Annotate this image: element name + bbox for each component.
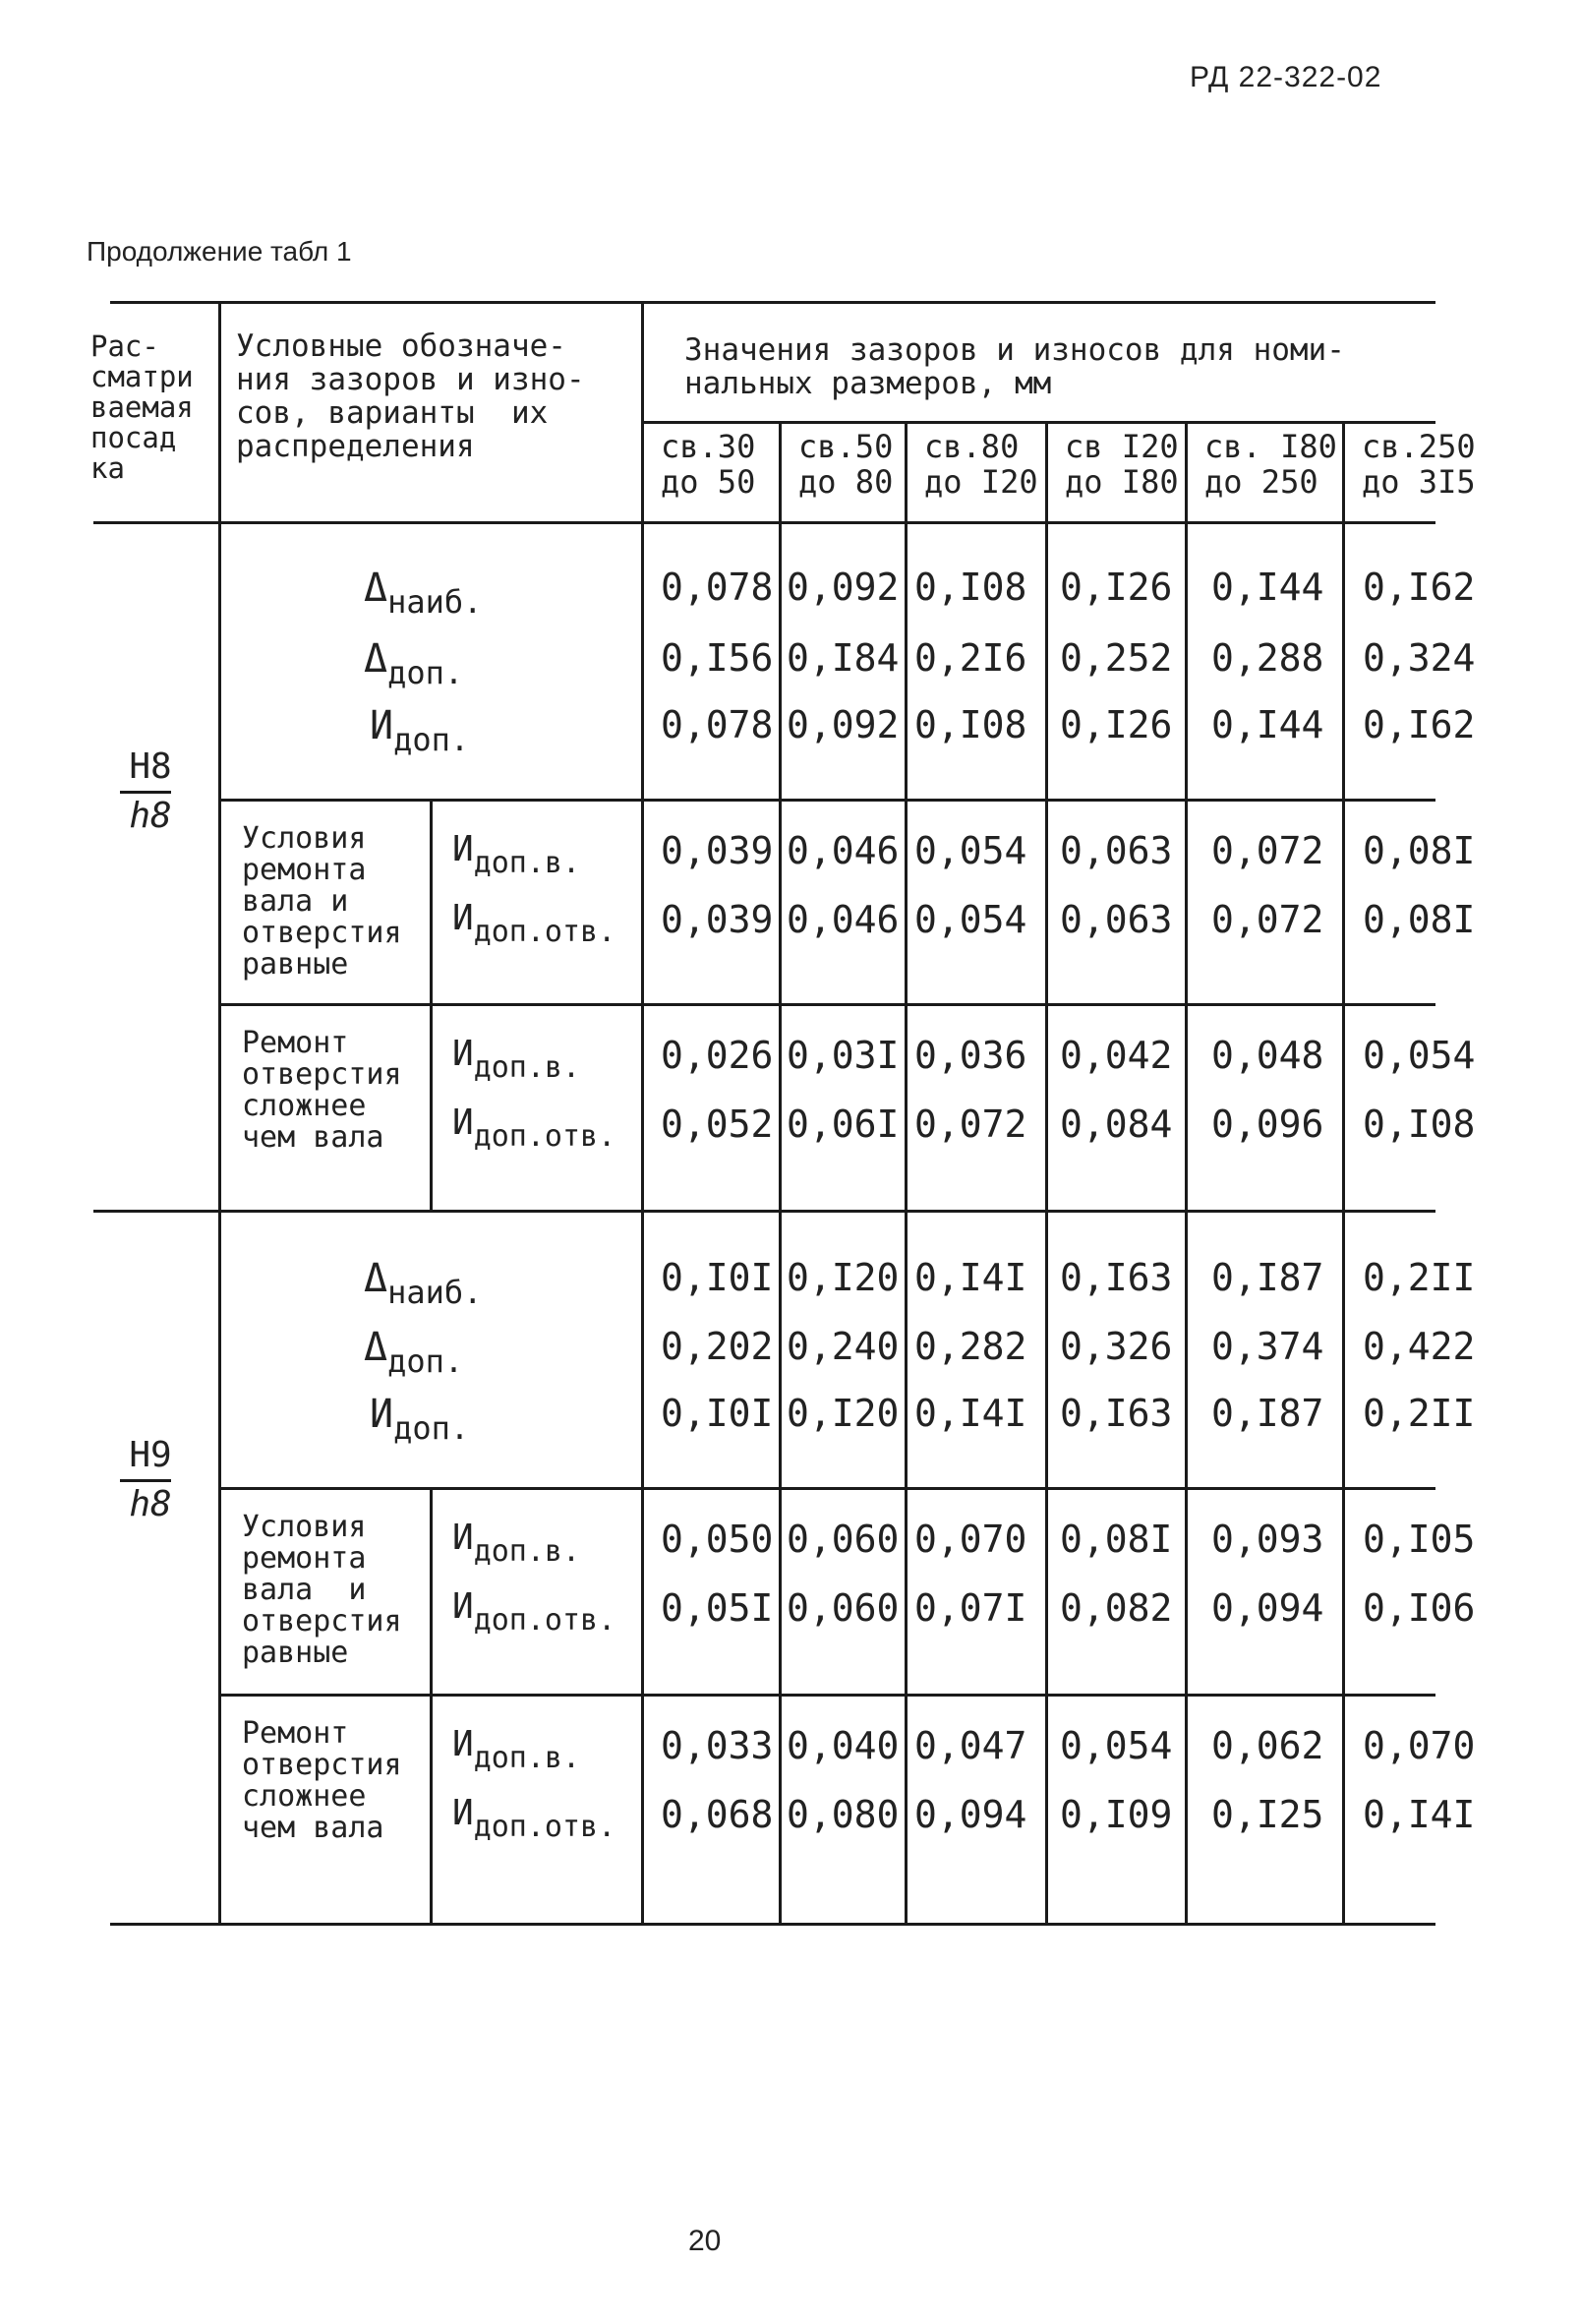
group-label-line: чем вала [242,1120,384,1155]
group-label-line: отверстия [242,1604,402,1639]
wear-symbol: $И_{доп.}$ [370,703,470,758]
wear-symbol: $И_{доп.в.}$ [452,829,581,880]
symbol-subscript: доп.в. [473,1050,581,1085]
table-cell-value: 0,07I [914,1586,1027,1630]
table-cell-value: 0,I4I [914,1392,1027,1435]
size-range-header: до I20 [924,463,1038,501]
symbol-subscript: доп. [393,721,470,758]
table-cell-value: 0,I4I [914,1256,1027,1299]
table-cell-value: 0,324 [1363,636,1476,680]
group-separator [218,799,1435,802]
group-label-line: равные [242,1636,349,1670]
table-cell-value: 0,I62 [1363,703,1476,746]
symbol-subscript: доп.отв. [473,915,616,949]
table-cell-value: 0,I87 [1211,1256,1324,1299]
table-cell-value: 0,036 [914,1034,1027,1077]
table-cell-value: 0,070 [1363,1724,1476,1767]
wear-symbol: $И_{доп.}$ [370,1392,470,1447]
table-cell-value: 0,I20 [787,1392,900,1435]
table-cell-value: 0,I20 [787,1256,900,1299]
symbol-subscript: доп. [387,654,464,691]
fit-fraction-bar [120,1479,171,1482]
symbol-subscript: наиб. [387,1274,483,1311]
table-cell-value: 0,048 [1211,1034,1324,1077]
table-cell-value: 0,092 [787,703,900,746]
delta-symbol: $\Delta_{наиб.}$ [364,1256,483,1311]
table-cell-value: 0,054 [914,898,1027,941]
table-cell-value: 0,084 [1060,1102,1173,1146]
table-cell-value: 0,078 [661,566,774,609]
table-cell-value: 0,040 [787,1724,900,1767]
header-values-label-line: Значения зазоров и износов для номи- [684,332,1345,368]
wear-symbol: $И_{доп.в.}$ [452,1034,581,1085]
size-range-header: св. I80 [1204,428,1337,465]
size-range-header: до 50 [661,463,756,501]
table-cell-value: 0,I44 [1211,566,1324,609]
symbol-subscript: доп. [393,1409,470,1447]
delta-symbol: $\Delta_{доп.}$ [364,636,464,691]
symbol-subscript: доп.отв. [473,1810,616,1844]
table-bottom-rule [110,1923,1435,1926]
size-range-header: до I80 [1065,463,1179,501]
table-cell-value: 0,060 [787,1518,900,1561]
size-range-header: до 250 [1204,463,1318,501]
header-fit-label-line: сматри [90,360,194,393]
table-cell-value: 0,I0I [661,1256,774,1299]
table-cell-value: 0,094 [1211,1586,1324,1630]
table-cell-value: 0,I63 [1060,1392,1173,1435]
group-separator [218,1694,1435,1697]
fit-denominator: h8 [129,796,172,836]
header-designation-label-line: распределения [236,429,475,464]
table-cell-value: 0,252 [1060,636,1173,680]
col-divider-designation [641,301,644,1923]
group-label-line: отверстия [242,916,402,950]
group-label-line: отверстия [242,1748,402,1782]
size-range-header: до 80 [798,463,894,501]
table-cell-value: 0,052 [661,1102,774,1146]
group-separator [218,1487,1435,1490]
delta-symbol: $\Delta_{доп.}$ [364,1325,464,1380]
table-cell-value: 0,072 [1211,829,1324,872]
col-divider-size [905,421,908,1923]
table-cell-value: 0,063 [1060,898,1173,941]
fit-denominator: h8 [129,1484,172,1524]
size-range-header: св.80 [924,428,1020,465]
wear-symbol: $И_{доп.в.}$ [452,1724,581,1775]
table-cell-value: 0,I87 [1211,1392,1324,1435]
table-cell-value: 0,08I [1060,1518,1173,1561]
table-cell-value: 0,093 [1211,1518,1324,1561]
table-cell-value: 0,374 [1211,1325,1324,1368]
col-divider-size [1342,421,1345,1923]
table-cell-value: 0,I56 [661,636,774,680]
table-cell-value: 0,033 [661,1724,774,1767]
group-label-line: отверстия [242,1057,402,1092]
col-divider-size [1045,421,1048,1923]
size-range-header: до 3I5 [1362,463,1476,501]
table-cell-value: 0,2I6 [914,636,1027,680]
table-cell-value: 0,08I [1363,898,1476,941]
table-cell-value: 0,042 [1060,1034,1173,1077]
table-cell-value: 0,078 [661,703,774,746]
group-label-line: ремонта [242,853,367,887]
table-cell-value: 0,I25 [1211,1793,1324,1836]
wear-symbol: $И_{доп.отв.}$ [452,898,616,949]
table-cell-value: 0,054 [1363,1034,1476,1077]
table-cell-value: 0,288 [1211,636,1324,680]
table-cell-value: 0,I44 [1211,703,1324,746]
group-label-line: Ремонт [242,1716,349,1751]
col-divider-size [779,421,782,1923]
document-code: РД 22-322-02 [1190,61,1382,93]
group-label-line: Ремонт [242,1026,349,1060]
table-cell-value: 0,I26 [1060,703,1173,746]
delta-symbol: $\Delta_{наиб.}$ [364,566,483,621]
table-cell-value: 0,060 [787,1586,900,1630]
header-fit-label-line: посад [90,421,177,454]
table-continuation-title: Продолжение табл 1 [87,236,352,267]
table-cell-value: 0,072 [914,1102,1027,1146]
table-cell-value: 0,I0I [661,1392,774,1435]
size-range-header: св.30 [661,428,756,465]
sizes-header-top-rule [641,421,1435,424]
fit-numerator: H8 [129,746,172,787]
table-cell-value: 0,326 [1060,1325,1173,1368]
col-divider-group [430,1003,433,1210]
symbol-subscript: доп.в. [473,846,581,880]
table-cell-value: 0,046 [787,829,900,872]
fit-numerator: H9 [129,1435,172,1475]
symbol-subscript: доп.отв. [473,1119,616,1154]
symbol-subscript: доп.в. [473,1741,581,1775]
table-cell-value: 0,039 [661,829,774,872]
table-cell-value: 0,240 [787,1325,900,1368]
symbol-subscript: доп. [387,1342,464,1380]
table-cell-value: 0,094 [914,1793,1027,1836]
table-cell-value: 0,062 [1211,1724,1324,1767]
table-cell-value: 0,063 [1060,829,1173,872]
table-cell-value: 0,I84 [787,636,900,680]
group-label-line: Условия [242,821,367,856]
group-label-line: чем вала [242,1811,384,1845]
table-cell-value: 0,I26 [1060,566,1173,609]
table-cell-value: 0,I4I [1363,1793,1476,1836]
table-cell-value: 0,082 [1060,1586,1173,1630]
table-cell-value: 0,I63 [1060,1256,1173,1299]
table-cell-value: 0,I05 [1363,1518,1476,1561]
symbol-subscript: наиб. [387,583,483,621]
header-designation-label-line: Условные обозначе- [236,328,566,364]
table-cell-value: 0,096 [1211,1102,1324,1146]
table-cell-value: 0,026 [661,1034,774,1077]
table-cell-value: 0,I09 [1060,1793,1173,1836]
header-designation-label-line: сов, варианты их [236,395,549,431]
table-cell-value: 0,06I [787,1102,900,1146]
table-cell-value: 0,080 [787,1793,900,1836]
table-cell-value: 0,054 [1060,1724,1173,1767]
group-label-line: Условия [242,1510,367,1544]
table-cell-value: 0,422 [1363,1325,1476,1368]
header-fit-label-line: Рас- [90,329,159,363]
table-cell-value: 0,08I [1363,829,1476,872]
col-divider-group [430,1487,433,1694]
table-cell-value: 0,046 [787,898,900,941]
table-cell-value: 0,092 [787,566,900,609]
wear-symbol: $И_{доп.отв.}$ [452,1793,616,1844]
table-cell-value: 0,070 [914,1518,1027,1561]
fit-fraction-bar [120,791,171,794]
header-values-label-line: нальных размеров, мм [684,366,1052,401]
table-cell-value: 0,202 [661,1325,774,1368]
symbol-subscript: доп.в. [473,1534,581,1569]
wear-symbol: $И_{доп.отв.}$ [452,1102,616,1154]
page-number: 20 [688,2225,722,2257]
table-top-rule [110,301,1435,304]
col-divider-group [430,1694,433,1923]
group-label-line: равные [242,947,349,982]
table-cell-value: 0,I06 [1363,1586,1476,1630]
group-label-line: вала и [242,1573,367,1607]
header-bottom-rule [93,521,1435,524]
symbol-subscript: доп.отв. [473,1603,616,1638]
table-cell-value: 0,054 [914,829,1027,872]
table-cell-value: 0,I62 [1363,566,1476,609]
size-range-header: св I20 [1065,428,1179,465]
table-cell-value: 0,05I [661,1586,774,1630]
table-cell-value: 0,03I [787,1034,900,1077]
size-range-header: св.50 [798,428,894,465]
group-label-line: сложнее [242,1089,367,1123]
table-cell-value: 0,047 [914,1724,1027,1767]
fit-separator [93,1210,1435,1213]
table-cell-value: 0,068 [661,1793,774,1836]
table-cell-value: 0,282 [914,1325,1027,1368]
table-cell-value: 0,I08 [914,566,1027,609]
table-cell-value: 0,2II [1363,1256,1476,1299]
table-cell-value: 0,2II [1363,1392,1476,1435]
group-separator [218,1003,1435,1006]
header-designation-label-line: ния зазоров и изно- [236,362,585,397]
col-divider-size [1185,421,1188,1923]
group-label-line: ремонта [242,1541,367,1576]
table-cell-value: 0,I08 [914,703,1027,746]
col-divider-fit [218,301,221,1923]
group-label-line: вала и [242,884,349,919]
table-cell-value: 0,I08 [1363,1102,1476,1146]
table-cell-value: 0,072 [1211,898,1324,941]
size-range-header: св.250 [1362,428,1476,465]
header-fit-label-line: ка [90,451,125,485]
col-divider-group [430,799,433,1003]
table-cell-value: 0,039 [661,898,774,941]
wear-symbol: $И_{доп.отв.}$ [452,1586,616,1638]
wear-symbol: $И_{доп.в.}$ [452,1518,581,1569]
group-label-line: сложнее [242,1779,367,1814]
table-cell-value: 0,050 [661,1518,774,1561]
header-fit-label-line: ваемая [90,390,194,424]
